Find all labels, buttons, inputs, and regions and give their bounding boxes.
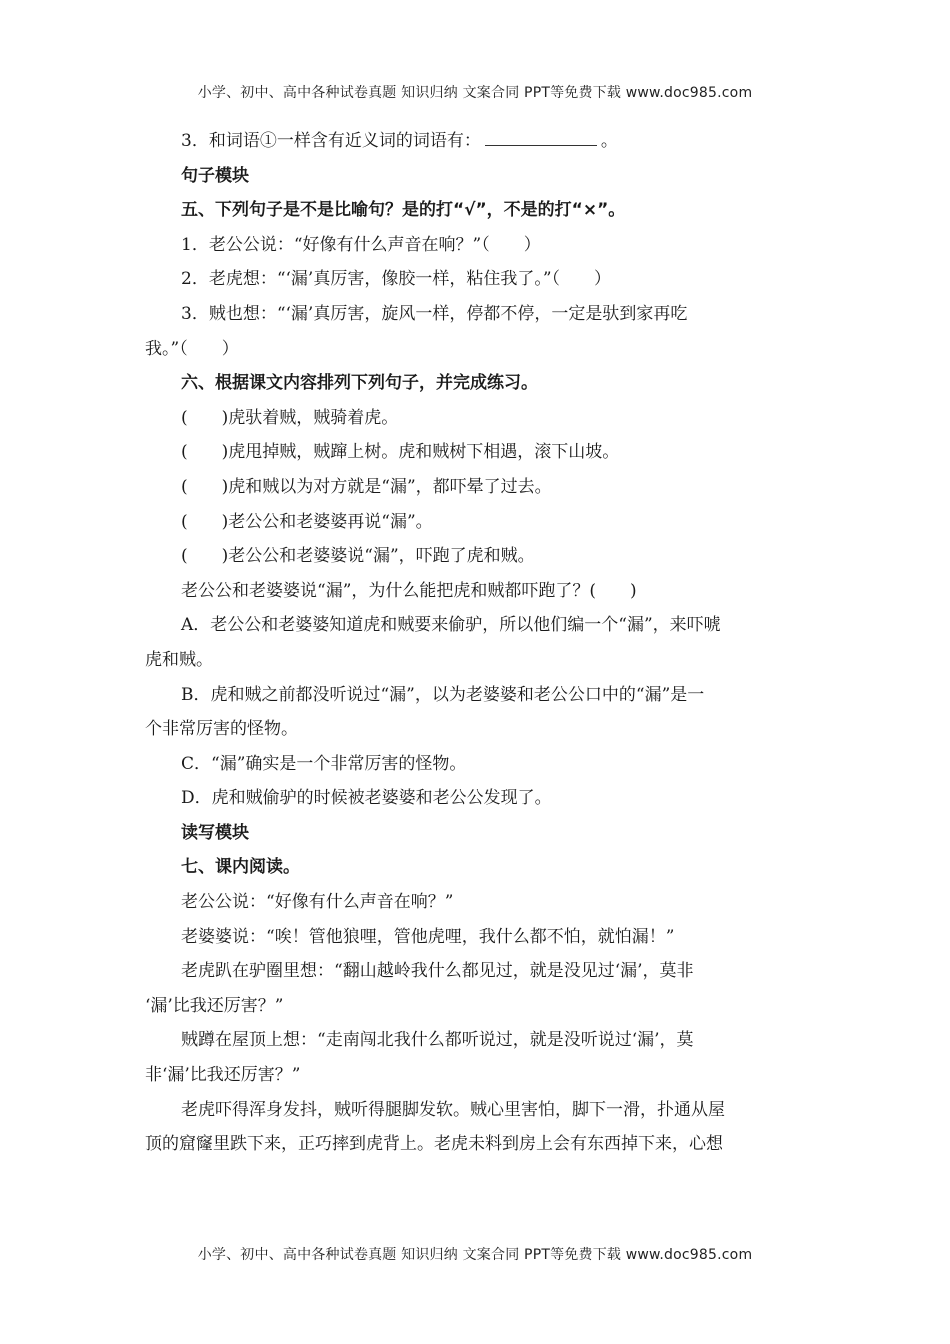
line-text: B．虎和贼之前都没听说过“漏”，以为老婆婆和老公公口中的“漏”是一 <box>181 684 705 705</box>
text-line <box>145 297 805 332</box>
line-text: 3．和词语①一样含有近义词的词语有： <box>181 131 481 151</box>
line-text: 虎和贼。 <box>145 649 213 670</box>
line-text: 老公公和老婆婆说“漏”，为什么能把虎和贼都吓跑了？( ) <box>181 580 637 601</box>
section-heading <box>145 193 805 228</box>
document-body <box>145 124 805 1162</box>
section-heading <box>145 816 805 851</box>
line-text: 我。”（ ） <box>145 338 239 359</box>
line-text: 老婆婆说：“唉！管他狼哩，管他虎哩，我什么都不怕，就怕漏！” <box>181 926 675 947</box>
section-heading <box>145 159 805 194</box>
line-text: 顶的窟窿里跌下来，正巧摔到虎背上。老虎未料到房上会有东西掉下来，心想 <box>145 1134 723 1155</box>
text-line <box>145 989 805 1024</box>
line-text: ( )老公公和老婆婆再说“漏”。 <box>181 511 433 532</box>
line-text: 老虎趴在驴圈里想：“翻山越岭我什么都见过，就是没见过‘漏’，莫非 <box>181 961 694 982</box>
text-line <box>145 1127 805 1162</box>
line-text: 六、根据课文内容排列下列句子，并完成练习。 <box>181 373 538 394</box>
line-text: 3．贼也想：“‘漏’真厉害，旋风一样，停都不停，一定是驮到家再吃 <box>181 303 688 324</box>
text-line <box>145 954 805 989</box>
line-text: ( )虎甩掉贼，贼蹿上树。虎和贼树下相遇，滚下山坡。 <box>181 442 620 463</box>
answer-blank[interactable] <box>485 131 597 146</box>
line-text-after: 。 <box>600 131 618 151</box>
line-text: 读写模块 <box>181 822 249 843</box>
line-text: ( )虎驮着贼，贼骑着虎。 <box>181 407 399 428</box>
line-text: ‘漏’比我还厉害？” <box>145 995 284 1016</box>
text-line <box>145 678 805 713</box>
line-text: 句子模块 <box>181 165 249 186</box>
text-line <box>145 1093 805 1128</box>
text-line <box>145 505 805 540</box>
line-text: C．“漏”确实是一个非常厉害的怪物。 <box>181 753 467 774</box>
text-line <box>145 1023 805 1058</box>
text-line <box>145 712 805 747</box>
line-text: 个非常厉害的怪物。 <box>145 719 298 740</box>
text-line <box>145 262 805 297</box>
text-line <box>145 781 805 816</box>
section-heading <box>145 850 805 885</box>
section-heading <box>145 366 805 401</box>
line-text: A．老公公和老婆婆知道虎和贼要来偷驴，所以他们编一个“漏”，来吓唬 <box>181 615 721 636</box>
text-line <box>145 747 805 782</box>
line-text: ( )虎和贼以为对方就是“漏”，都吓晕了过去。 <box>181 476 552 497</box>
text-line <box>145 574 805 609</box>
text-line <box>145 332 805 367</box>
line-text: 1．老公公说：“好像有什么声音在响？”（ ） <box>181 234 541 255</box>
text-line <box>145 470 805 505</box>
text-line <box>145 539 805 574</box>
line-text: 贼蹲在屋顶上想：“走南闯北我什么都听说过，就是没听说过‘漏’，莫 <box>181 1030 694 1051</box>
line-text: 非‘漏’比我还厉害？” <box>145 1065 301 1086</box>
text-line <box>145 435 805 470</box>
text-line <box>145 643 805 678</box>
line-text: D．虎和贼偷驴的时候被老婆婆和老公公发现了。 <box>181 788 552 809</box>
line-text: 2．老虎想：“‘漏’真厉害，像胶一样，粘住我了。”（ ） <box>181 269 612 290</box>
line-text: 老虎吓得浑身发抖，贼听得腿脚发软。贼心里害怕，脚下一滑，扑通从屋 <box>181 1099 725 1120</box>
text-line <box>145 124 805 159</box>
text-line <box>145 1058 805 1093</box>
footer-banner: 小学、初中、高中各种试卷真题 知识归纳 文案合同 PPT等免费下载 www.doc985.com <box>197 1247 753 1263</box>
text-line <box>145 401 805 436</box>
line-text: 老公公说：“好像有什么声音在响？” <box>181 892 454 913</box>
text-line <box>145 228 805 263</box>
line-text: 七、课内阅读。 <box>181 857 300 878</box>
text-line <box>145 920 805 955</box>
text-line <box>145 885 805 920</box>
line-text: 五、下列句子是不是比喻句？是的打“√”，不是的打“×”。 <box>181 200 626 221</box>
text-line <box>145 608 805 643</box>
line-text: ( )老公公和老婆婆说“漏”，吓跑了虎和贼。 <box>181 546 535 567</box>
header-banner: 小学、初中、高中各种试卷真题 知识归纳 文案合同 PPT等免费下载 www.doc985.com <box>197 85 753 101</box>
